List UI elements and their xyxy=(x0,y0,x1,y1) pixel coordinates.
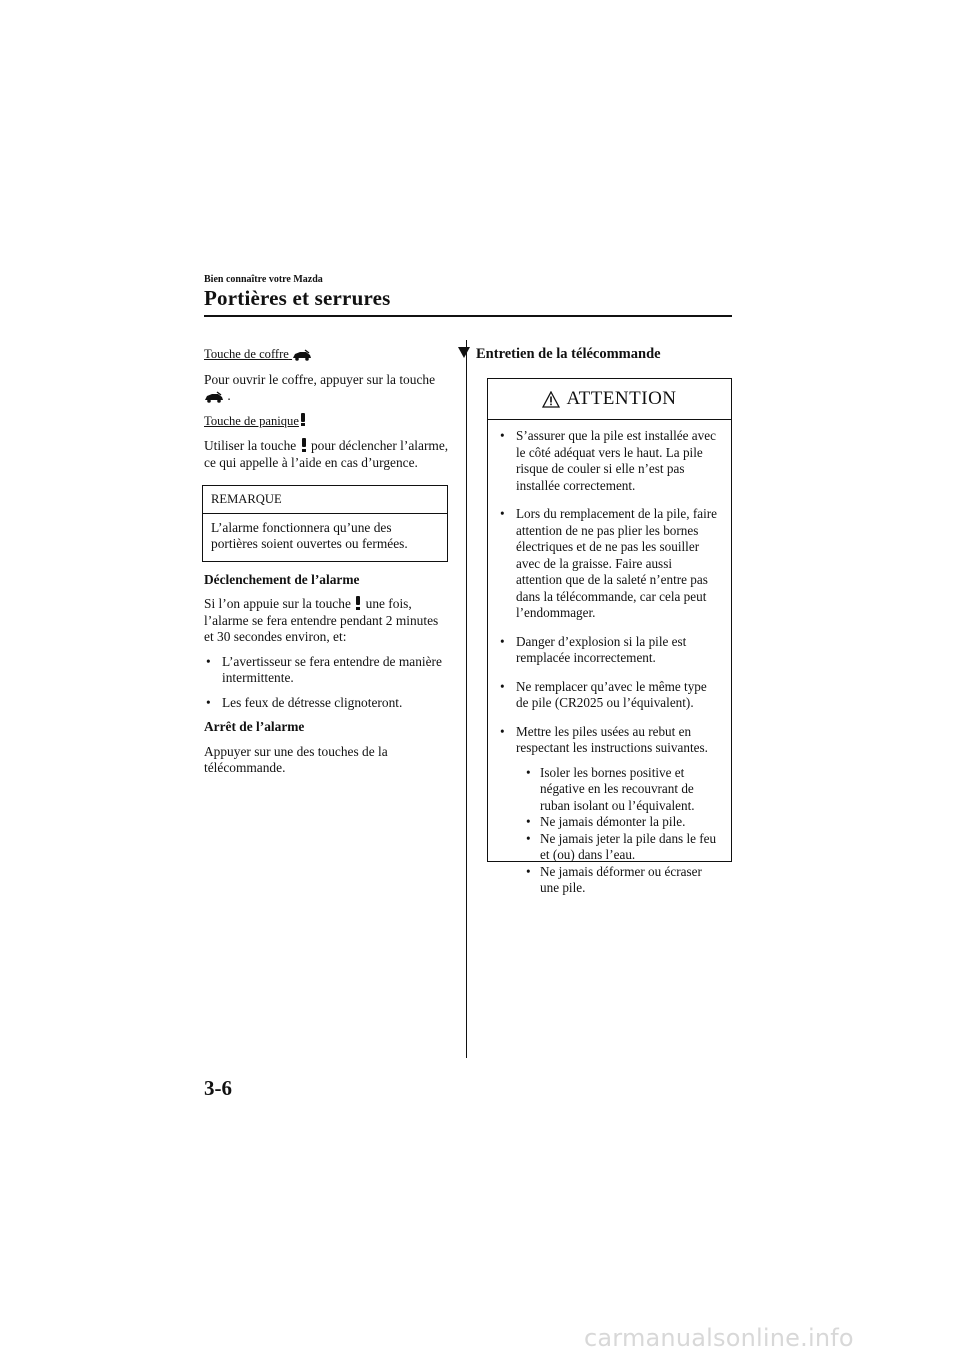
warning-title: ATTENTION xyxy=(566,388,677,409)
maintenance-heading: Entretien de la télécommande xyxy=(458,346,661,363)
note-title: REMARQUE xyxy=(203,486,447,514)
column-divider xyxy=(466,340,467,1058)
exclamation-icon xyxy=(301,413,305,426)
warning-bullets xyxy=(498,428,721,897)
warning-sub-bullets xyxy=(516,765,721,897)
list-item: • Ne jamais démonter la pile. xyxy=(516,814,721,831)
panic-text-cont: pour déclencher l’alarme, ce qui appelle à l’aide en cas d’urgence. xyxy=(204,438,449,470)
stop-text: Appuyer sur une des touches de la télécommande. xyxy=(204,743,388,775)
warning-box xyxy=(487,378,732,895)
list-item: • Ne jamais déformer ou écraser une pile. xyxy=(516,864,721,897)
warning-header xyxy=(488,379,731,420)
car-trunk-icon xyxy=(204,391,224,403)
trunk-heading: Touche de coffre xyxy=(204,347,312,361)
page-title: Portières et serrures xyxy=(204,286,391,310)
list-item: • Ne jamais jeter la pile dans le feu et (ou) dans l’eau. xyxy=(516,831,721,864)
list-item: • Mettre les piles usées au rebut en respectant les instructions suivantes. • Isoler les bornes positive et négative en les recouvrant de ruban isolant ou l’équivalent. • Ne jamais démonter la pile. • Ne jamais jeter la pile dans le feu et (ou) dans l’eau. • Ne jamais déformer ou écraser une pile. xyxy=(498,724,721,897)
exclamation-icon xyxy=(356,596,360,609)
list-item: • Ne remplacer qu’avec le même type de pile (CR2025 ou l’équivalent). xyxy=(498,679,721,712)
list-item: • Danger d’explosion si la pile est remplacée incorrectement. xyxy=(498,634,721,667)
panic-heading: Touche de panique xyxy=(204,413,299,428)
trunk-text-end: . xyxy=(227,388,231,403)
list-item: • L’avertisseur se fera entendre de manière intermittente. xyxy=(204,654,450,687)
car-trunk-icon xyxy=(292,349,312,361)
list-item: • Isoler les bornes positive et négative en les recouvrant de ruban isolant ou l’équivalent. xyxy=(516,765,721,815)
trigger-heading: Déclenchement de l’alarme xyxy=(204,571,360,587)
list-item: • S’assurer que la pile est installée avec le côté adéquat vers le haut. La pile risque de couler si elle n’est pas installée correctement. xyxy=(498,428,721,494)
list-item: • Lors du remplacement de la pile, faire attention de ne pas plier les bornes électriques et de ne pas les souiller avec de la graisse. Faire aussi attention que de la saleté n’entre pas dans la télécommande, car cela peut l’endommager. xyxy=(498,506,721,622)
warning-triangle-icon xyxy=(542,391,560,408)
warning-body xyxy=(488,420,731,897)
watermark: carmanualsonline.info xyxy=(584,1324,854,1352)
trunk-text: Pour ouvrir le coffre, appuyer sur la touche xyxy=(204,371,436,387)
left-column xyxy=(204,346,450,785)
section-label: Bien connaître votre Mazda xyxy=(204,274,323,285)
title-rule xyxy=(204,315,732,317)
note-box xyxy=(202,485,448,562)
trigger-text: Si l’on appuie sur la touche xyxy=(204,596,351,611)
note-body: L’alarme fonctionnera qu’une des portières soient ouvertes ou fermées. xyxy=(211,519,408,551)
exclamation-icon xyxy=(302,438,306,451)
panic-text: Utiliser la touche xyxy=(204,438,297,453)
list-item: • Les feux de détresse clignoteront. xyxy=(204,695,450,712)
page-number: 3-6 xyxy=(204,1076,232,1100)
triangle-down-icon xyxy=(458,347,470,358)
stop-heading: Arrêt de l’alarme xyxy=(204,719,305,734)
trigger-bullets xyxy=(204,654,450,712)
trigger-text-cont: une fois, l’alarme se fera entendre pendant 2 minutes et 30 secondes environ, et: xyxy=(204,596,439,644)
